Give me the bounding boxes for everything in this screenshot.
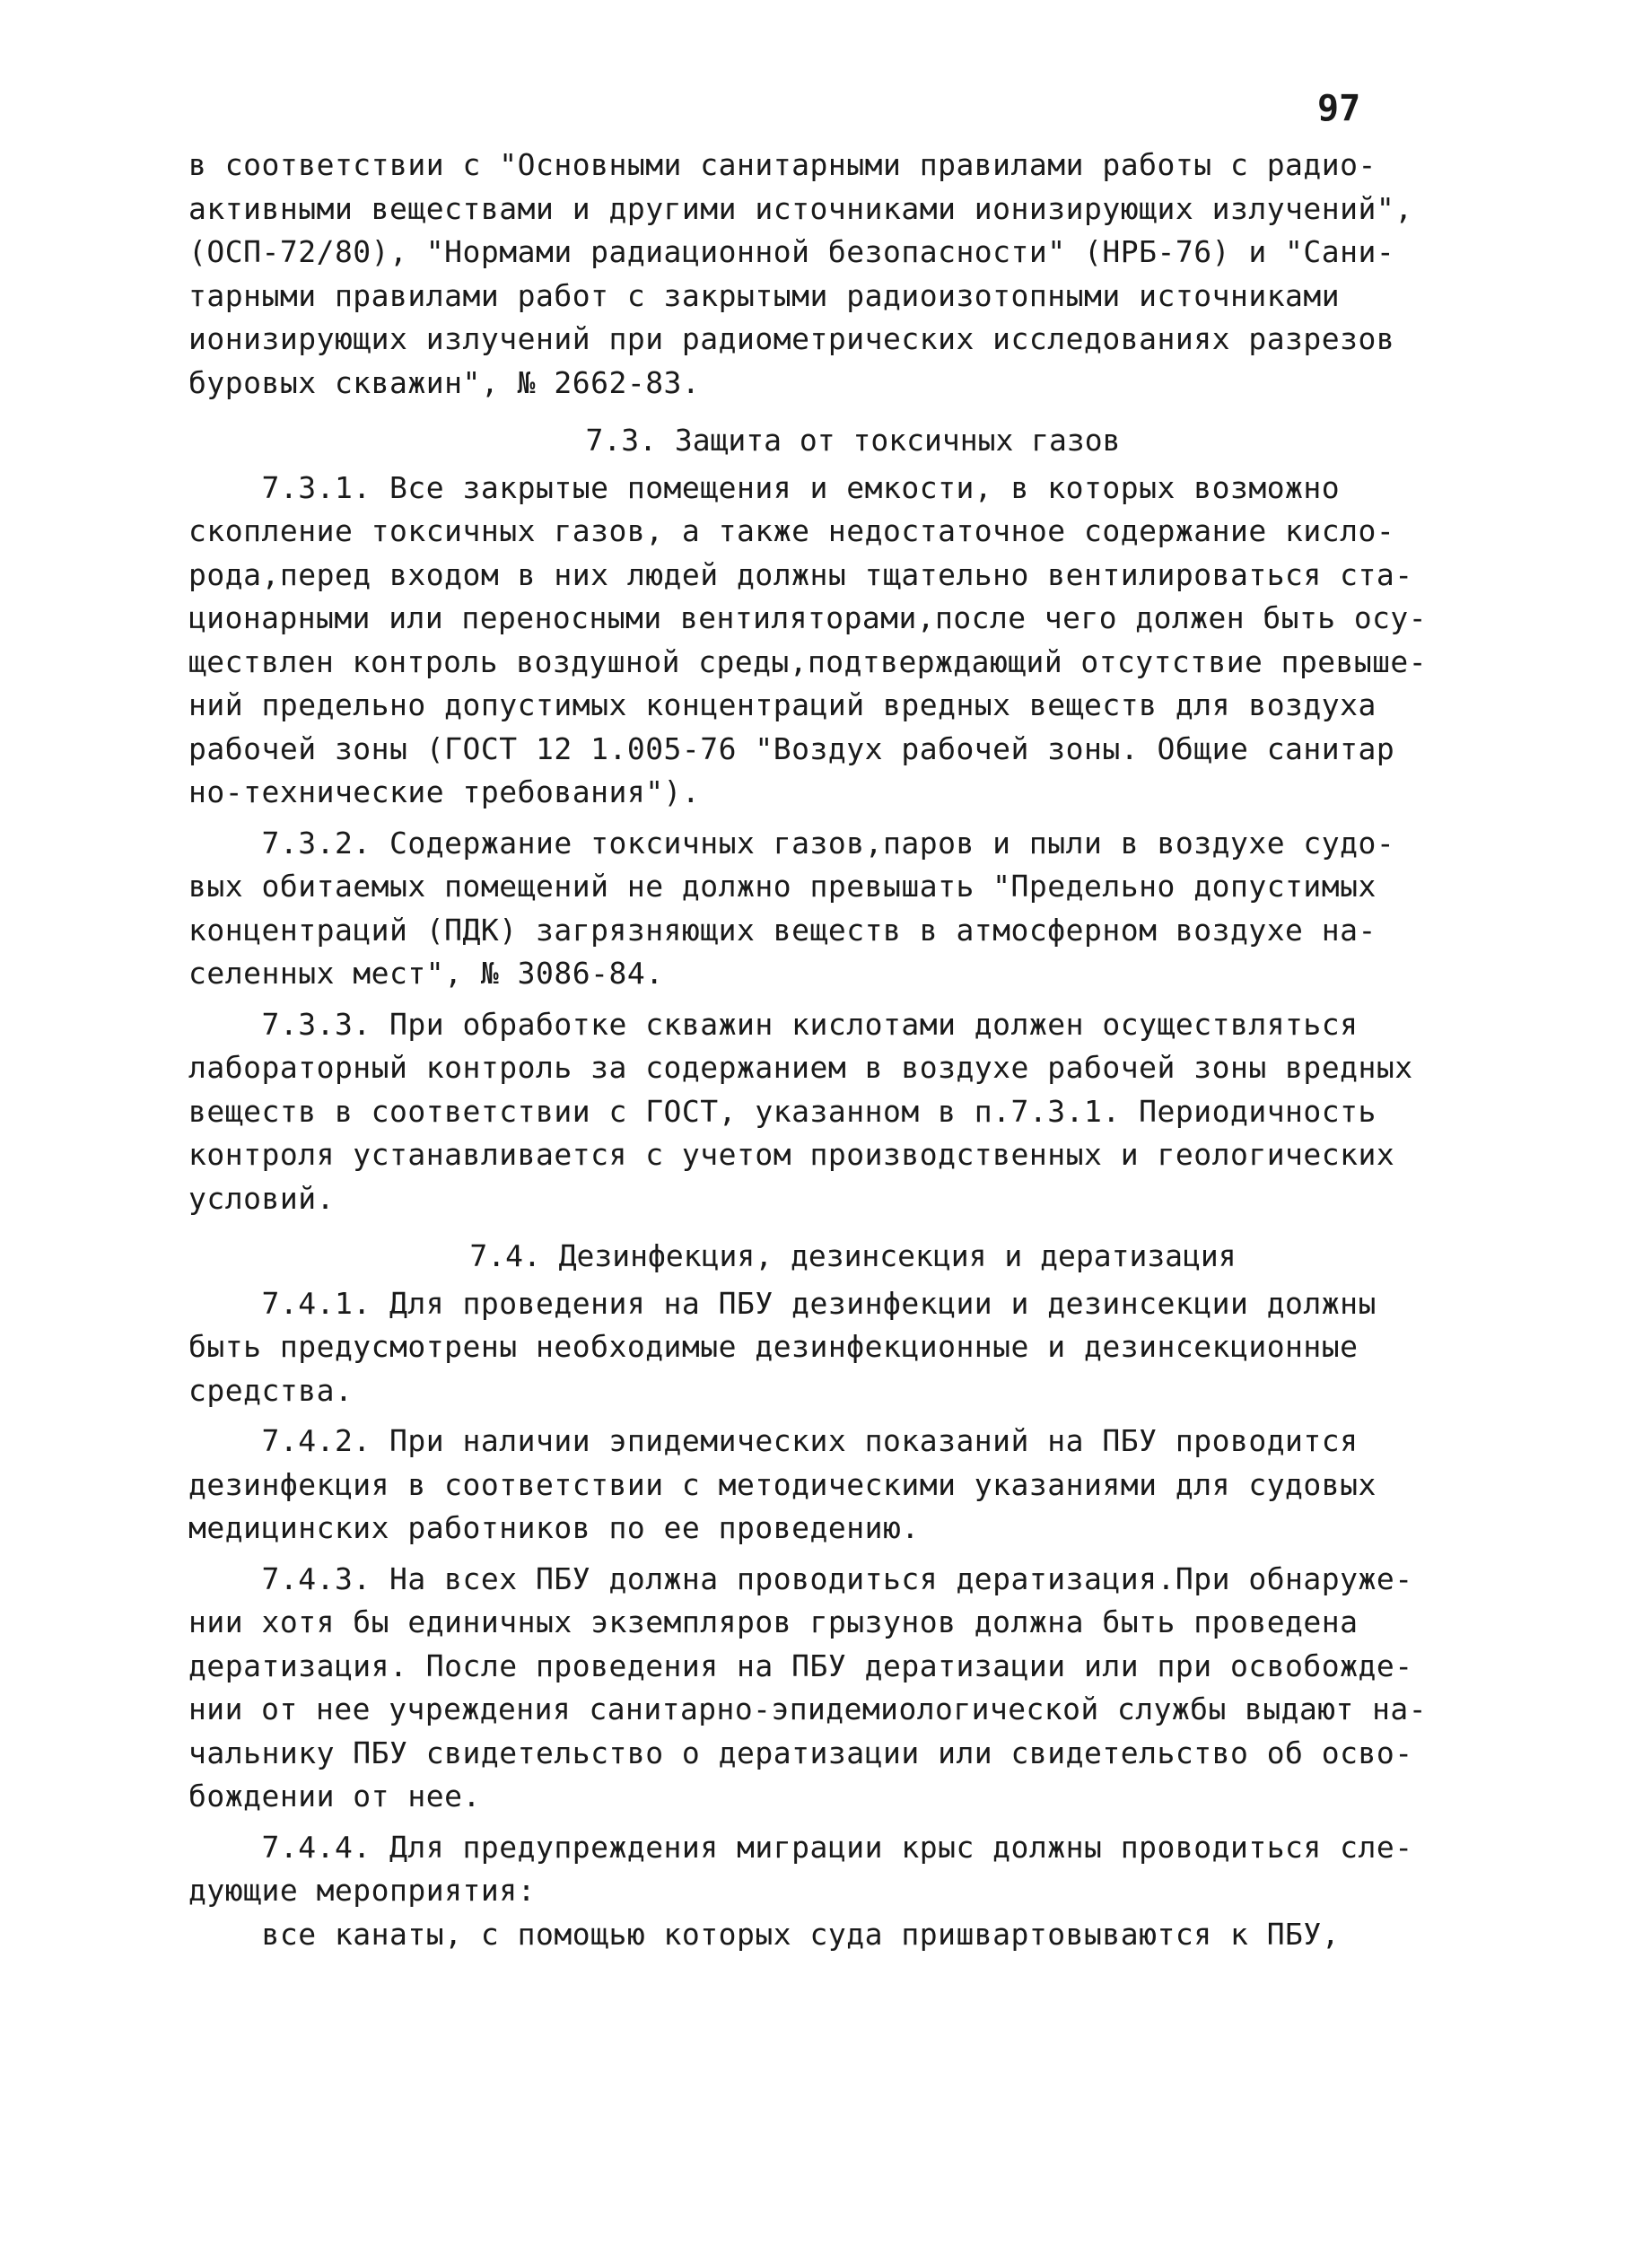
text-line: 7.3.1. Все закрытые помещения и емкости, в которых возможно <box>188 469 1341 505</box>
text-line: 7.4.1. Для проведения на ПБУ дезинфекции и дезинсекции должны <box>188 1285 1377 1321</box>
text-line: условий. <box>188 1180 335 1216</box>
text-line: 7.4.4. Для предупреждения миграции крыс должны проводиться сле- <box>188 1829 1413 1865</box>
text-line: нии от нее учреждения санитарно-эпидемиологической службы выдают на- <box>188 1691 1428 1726</box>
text-line: селенных мест", № 3086-84. <box>188 956 664 991</box>
text-line: чальнику ПБУ свидетельство о дератизации или свидетельство об осво- <box>188 1735 1413 1770</box>
text-line: 7.3.2. Содержание токсичных газов,паров и пыли в воздухе судо- <box>188 825 1395 861</box>
text-line: средства. <box>188 1372 354 1408</box>
text-line: контроля устанавливается с учетом производственных и геологических <box>188 1137 1395 1172</box>
text-line: концентраций (ПДК) загрязняющих веществ в атмосферном воздухе на- <box>188 912 1377 948</box>
text-line: медицинских работников по ее проведению. <box>188 1510 920 1545</box>
text-line: в соответствии с "Основными санитарными правилами работы с радио- <box>188 147 1377 182</box>
text-line: 7.3.3. При обработке скважин кислотами должен осуществляться <box>188 1006 1359 1042</box>
text-line: 7.4.3. На всех ПБУ должна проводиться дератизация.При обнаруже- <box>188 1560 1413 1596</box>
text-line: вых обитаемых помещений не должно превышать "Предельно допустимых <box>188 869 1377 904</box>
text-line: рода,перед входом в них людей должны тщательно вентилироваться ста- <box>188 556 1413 592</box>
text-line: (ОСП-72/80), "Нормами радиационной безопасности" (НРБ-76) и "Сани- <box>188 234 1395 269</box>
text-line: рабочей зоны (ГОСТ 12 1.005-76 "Воздух рабочей зоны. Общие санитар <box>188 730 1395 766</box>
text-line: веществ в соответствии с ГОСТ, указанном в п.7.3.1. Периодичность <box>188 1093 1377 1129</box>
section-heading: 7.4. Дезинфекция, дезинсекция и дератизация <box>469 1238 1237 1273</box>
text-line: ний предельно допустимых концентраций вредных веществ для воздуха <box>188 687 1377 722</box>
text-line: ционарными или переносными вентиляторами,после чего должен быть осу- <box>188 600 1428 635</box>
text-line: ществлен контроль воздушной среды,подтверждающий отсутствие превыше- <box>188 643 1428 679</box>
text-line: 7.4.2. При наличии эпидемических показаний на ПБУ проводится <box>188 1423 1359 1458</box>
text-line: бождении от нее. <box>188 1779 481 1814</box>
text-line: буровых скважин", № 2662-83. <box>188 364 701 400</box>
text-line: дератизация. После проведения на ПБУ дератизации или при освобожде- <box>188 1648 1413 1683</box>
page-number: 97 <box>1317 88 1361 129</box>
text-line: лабораторный контроль за содержанием в воздухе рабочей зоны вредных <box>188 1050 1413 1085</box>
text-line: быть предусмотрены необходимые дезинфекционные и дезинсекционные <box>188 1329 1359 1364</box>
section-heading: 7.3. Защита от токсичных газов <box>585 423 1121 458</box>
text-line: но-технические требования"). <box>188 774 701 809</box>
text-line: дующие мероприятия: <box>188 1873 536 1908</box>
text-line: ионизирующих излучений при радиометрических исследованиях разрезов <box>188 321 1395 356</box>
text-line: тарными правилами работ с закрытыми радиоизотопными источниками <box>188 277 1341 313</box>
text-line: нии хотя бы единичных экземпляров грызунов должна быть проведена <box>188 1604 1359 1639</box>
text-line: скопление токсичных газов, а также недостаточное содержание кисло- <box>188 513 1395 548</box>
text-line: все канаты, с помощью которых суда пришвартовываются к ПБУ, <box>188 1916 1341 1952</box>
text-line: дезинфекция в соответствии с методическими указаниями для судовых <box>188 1466 1377 1502</box>
text-line: активными веществами и другими источниками ионизирующих излучений", <box>188 190 1413 226</box>
